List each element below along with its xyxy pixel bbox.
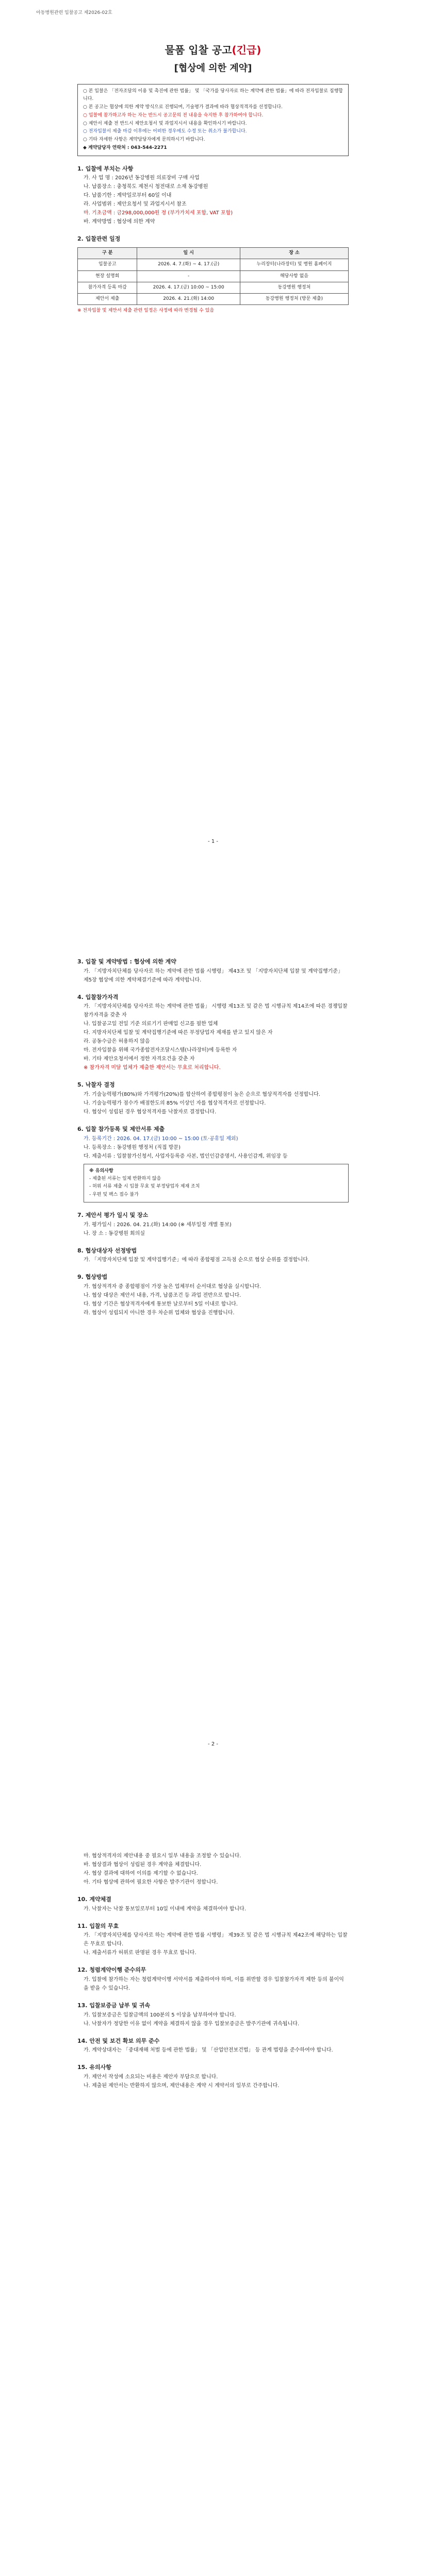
schedule-note: ※ 전자입찰 및 제안서 제출 관련 일정은 사정에 따라 변경될 수 있음 <box>77 308 215 314</box>
section-1-line: 바. 계약방법 : 협상에 의한 계약 <box>84 219 155 225</box>
table-row <box>78 294 349 305</box>
section-6-body <box>84 1134 349 1161</box>
section-15-line: 나. 제출된 제안서는 반환하지 않으며, 제안내용은 계약 시 계약서의 일부로 간주합니다. <box>84 2083 280 2089</box>
table-cell: - <box>137 270 240 282</box>
section-4-line: 라. 공동수급은 허용하지 않음 <box>84 1039 150 1045</box>
section-9-line: 다. 협상 기간은 협상적격자에게 통보한 날로부터 5일 이내로 합니다. <box>84 1301 238 1307</box>
notice-line: ◆ 계약담당자 연락처 : 043-544-2271 <box>83 145 167 150</box>
section-11-line: 가. 「지방자치단체를 당사자로 하는 계약에 관한 법률 시행령」 제39조 및 같은 법 시행규칙 제42조에 해당하는 입찰은 무효로 합니다. <box>84 1933 348 1947</box>
section-1-title: 1. 입찰에 부치는 사항 <box>77 165 134 172</box>
table-header: 구 분 <box>78 247 137 259</box>
section-5-line: 다. 협상이 성립된 경우 협상적격자를 낙찰자로 결정합니다. <box>84 1109 217 1115</box>
notice-line: ○ 본 공고는 협상에 의한 계약 방식으로 진행되며, 기술평가 결과에 따라 협상적격자를 선정합니다. <box>83 105 283 110</box>
caution-line: - 우편 및 팩스 접수 불가 <box>89 1192 139 1197</box>
section-3-line: 가. 「지방자치단체를 당사자로 하는 계약에 관한 법률 시행령」 제43조 및 「지방자치단체 입찰 및 계약집행기준」 제5장 협상에 의한 계약체결기준에 따라 계약합니다. <box>84 968 343 983</box>
section-1-line: 마. 기초금액 : 금298,000,000원 정 (부가가치세 포함, VAT 포함) <box>84 210 233 216</box>
notice-line: ○ 입찰에 참가하고자 하는 자는 반드시 공고문의 전 내용을 숙지한 후 참가하여야 합니다. <box>83 112 264 118</box>
section-11-body <box>84 1931 349 1957</box>
section-4-warning: ※ 참가자격 미달 업체가 제출한 제안서는 무효로 처리합니다. <box>84 1065 221 1071</box>
table-cell: 2026. 4. 21.(화) 14:00 <box>137 294 240 305</box>
section-1-line: 다. 납품기한 : 계약일로부터 60일 이내 <box>84 193 172 199</box>
caution-line: - 제출된 서류는 일체 반환하지 않음 <box>89 1176 161 1182</box>
page-number: - 2 - <box>208 1741 218 1747</box>
table-cell: 2026. 4. 17.(금) 10:00 ~ 15:00 <box>137 282 240 293</box>
section-15-title: 15. 유의사항 <box>77 2064 111 2071</box>
section-9-line: 가. 협상적격자 중 종합평점이 가장 높은 업체부터 순서대로 협상을 실시합니다. <box>84 1284 261 1290</box>
section-15-line: 가. 제안서 작성에 소요되는 비용은 제안자 부담으로 합니다. <box>84 2074 218 2080</box>
section-5-line: 나. 기술능력평가 점수가 배점한도의 85% 이상인 자를 협상적격자로 선정합니다. <box>84 1100 266 1107</box>
notice-line: ○ 기타 자세한 사항은 계약담당자에게 문의하시기 바랍니다. <box>83 137 205 143</box>
section-9-body <box>84 1282 349 1317</box>
section-4-title: 4. 입찰참가자격 <box>77 993 119 1001</box>
notice-line: ○ 본 입찰은 「전자조달의 이용 및 촉진에 관한 법률」 및 「국가를 당사자로 하는 계약에 관한 법률」에 따라 전자입찰로 집행합니다. <box>83 88 343 102</box>
section-1-line: 나. 납품장소 : 충청북도 제천시 청전대로 소재 동강병원 <box>84 184 208 190</box>
section-6-line: 나. 등록장소 : 동강병원 행정처 (직접 방문) <box>84 1144 181 1150</box>
section-4-body <box>84 1002 349 1072</box>
section-9-line: 나. 협상 대상은 제안서 내용, 가격, 납품조건 등 과업 전반으로 합니다. <box>84 1293 241 1298</box>
section-5-title: 5. 낙찰자 결정 <box>77 1081 115 1089</box>
notice-box <box>77 84 349 156</box>
section-8-title: 8. 협상대상자 선정방법 <box>77 1247 137 1254</box>
section-8-line: 가. 「지방자치단체 입찰 및 계약집행기준」에 따라 종합평점 고득점 순으로 협상 순위를 결정합니다. <box>84 1257 310 1263</box>
page-2 <box>0 903 426 1805</box>
section-10-line: 가. 낙찰자는 낙찰 통보일로부터 10일 이내에 계약을 체결하여야 합니다. <box>84 1906 246 1912</box>
caution-box <box>84 1164 349 1202</box>
table-header: 장 소 <box>240 247 348 259</box>
table-cell: 참가자격 등록 마감 <box>78 282 137 293</box>
table-cell: 누리장터(나라장터) 및 병원 홈페이지 <box>240 259 348 270</box>
section-9-title: 9. 협상방법 <box>77 1274 108 1281</box>
section-4-line: 바. 기타 제안요청서에서 정한 자격요건을 갖춘 자 <box>84 1056 195 1062</box>
table-row <box>78 259 349 270</box>
section-6-line: 가. 등록기간 : 2026. 04. 17.(금) 10:00 ~ 15:00 (토·공휴일 제외) <box>84 1136 238 1142</box>
table-row <box>78 270 349 282</box>
section-4-line: 마. 전자입찰을 위해 국가종합전자조달시스템(나라장터)에 등록한 자 <box>84 1047 237 1054</box>
section-5-line: 가. 기술능력평가(80%)와 가격평가(20%)를 합산하여 종합평점이 높은 순으로 협상적격자를 선정합니다. <box>84 1092 320 1098</box>
page-3 <box>0 1805 426 2576</box>
section-3-title: 3. 입찰 및 계약방법 : 협상에 의한 계약 <box>77 958 176 965</box>
table-cell: 입찰공고 <box>78 259 137 270</box>
table-cell: 2026. 4. 7.(화) ~ 4. 17.(금) <box>137 259 240 270</box>
notice-line: ○ 제안서 제출 전 반드시 제안요청서 및 과업지시서 내용을 확인하시기 바랍니다. <box>83 121 247 126</box>
section-1-line: 라. 사업범위 : 제안요청서 및 과업지시서 참조 <box>84 201 187 208</box>
section-1-body <box>84 174 349 226</box>
section-2-title: 2. 입찰관련 일정 <box>77 235 121 243</box>
doc-header: 아동병원관련 입찰공고 제2026-02호 <box>36 10 112 15</box>
section-4-line: 다. 지방자치단체 입찰 및 계약집행기준에 따른 부정당업자 제재를 받고 있지 않은 자 <box>84 1030 273 1036</box>
section-14-title: 14. 안전 및 보건 확보 의무 준수 <box>77 2037 160 2044</box>
section-7-line: 가. 평가일시 : 2026. 04. 21.(화) 14:00 (※ 세부일정 개별 통보) <box>84 1222 232 1228</box>
notice-line: ○ 전자입찰서 제출 마감 이후에는 어떠한 경우에도 수정 또는 취소가 불가합니다. <box>83 129 247 134</box>
section-7-body <box>84 1221 349 1238</box>
table-cell: 현장 설명회 <box>78 270 137 282</box>
section-5-body <box>84 1090 349 1116</box>
section-9-line: 마. 협상적격자의 제안내용 중 필요시 일부 내용을 조정할 수 있습니다. <box>84 1853 241 1859</box>
section-6-title: 6. 입찰 참가등록 및 제안서류 제출 <box>77 1126 165 1133</box>
page-1 <box>0 0 426 903</box>
section-14-line: 가. 계약상대자는 「중대재해 처벌 등에 관한 법률」 및 「산업안전보건법」 등 관계 법령을 준수하여야 합니다. <box>84 2047 333 2054</box>
table-row <box>78 282 349 293</box>
section-4-line: 가. 「지방자치단체를 당사자로 하는 계약에 관한 법률」 시행령 제13조 및 같은 법 시행규칙 제14조에 따른 경쟁입찰 참가자격을 갖춘 자 <box>84 1004 348 1019</box>
section-13-line: 나. 낙찰자가 정당한 이유 없이 계약을 체결하지 않을 경우 입찰보증금은 발주기관에 귀속됩니다. <box>84 2021 300 2027</box>
section-9-continued <box>84 1852 349 1887</box>
section-12-line: 가. 입찰에 참가하는 자는 청렴계약이행 서약서를 제출하여야 하며, 이를 위반할 경우 입찰참가자격 제한 등의 불이익을 받을 수 있습니다. <box>84 1977 344 1992</box>
schedule-table <box>77 247 349 305</box>
section-1-line: 가. 사 업 명 : 2026년 동강병원 의료장비 구매 사업 <box>84 175 200 181</box>
section-9-line: 아. 기타 협상에 관하여 필요한 사항은 발주기관이 정합니다. <box>84 1879 218 1885</box>
section-15-body <box>84 2073 349 2090</box>
section-13-line: 가. 입찰보증금은 입찰금액의 100분의 5 이상을 납부하여야 합니다. <box>84 2012 236 2018</box>
section-11-title: 11. 입찰의 무효 <box>77 1922 119 1929</box>
section-9-line: 사. 협상 결과에 대하여 이의를 제기할 수 없습니다. <box>84 1871 198 1876</box>
caution-title: ※ 유의사항 <box>89 1168 113 1174</box>
section-13-title: 13. 입찰보증금 납부 및 귀속 <box>77 2002 151 2009</box>
section-10-title: 10. 계약체결 <box>77 1896 111 1903</box>
section-9-line: 바. 협상결과 협상이 성립된 경우 계약을 체결합니다. <box>84 1862 202 1868</box>
table-cell: 해당사항 없음 <box>240 270 348 282</box>
page-subtitle: [협상에 의한 계약] <box>174 63 252 74</box>
section-7-title: 7. 제안서 평가 일시 및 장소 <box>77 1211 149 1218</box>
table-cell: 동강병원 행정처 (방문 제출) <box>240 294 348 305</box>
caution-line: - 허위 서류 제출 시 입찰 무효 및 부정당업자 제재 조치 <box>89 1184 200 1190</box>
title-main: 물품 입찰 공고 <box>165 44 232 56</box>
section-7-line: 나. 장 소 : 동강병원 회의실 <box>84 1230 145 1236</box>
table-cell: 동강병원 행정처 <box>240 282 348 293</box>
section-11-line: 나. 제출서류가 허위로 판명된 경우 무효로 합니다. <box>84 1950 196 1956</box>
page-number: - 1 - <box>208 839 218 844</box>
table-cell: 제안서 제출 <box>78 294 137 305</box>
section-4-line: 나. 입찰공고일 전일 기준 의료기기 판매업 신고를 필한 업체 <box>84 1021 218 1027</box>
section-6-line: 다. 제출서류 : 입찰참가신청서, 사업자등록증 사본, 법인인감증명서, 사용인감계, 위임장 등 <box>84 1153 288 1159</box>
section-9-line: 라. 협상이 성립되지 아니한 경우 차순위 업체와 협상을 진행합니다. <box>84 1310 235 1316</box>
table-header: 일 시 <box>137 247 240 259</box>
page-title <box>77 41 349 59</box>
section-12-title: 12. 청렴계약이행 준수의무 <box>77 1967 146 1974</box>
section-13-body <box>84 2011 349 2028</box>
title-urgent: (긴급) <box>232 44 261 56</box>
